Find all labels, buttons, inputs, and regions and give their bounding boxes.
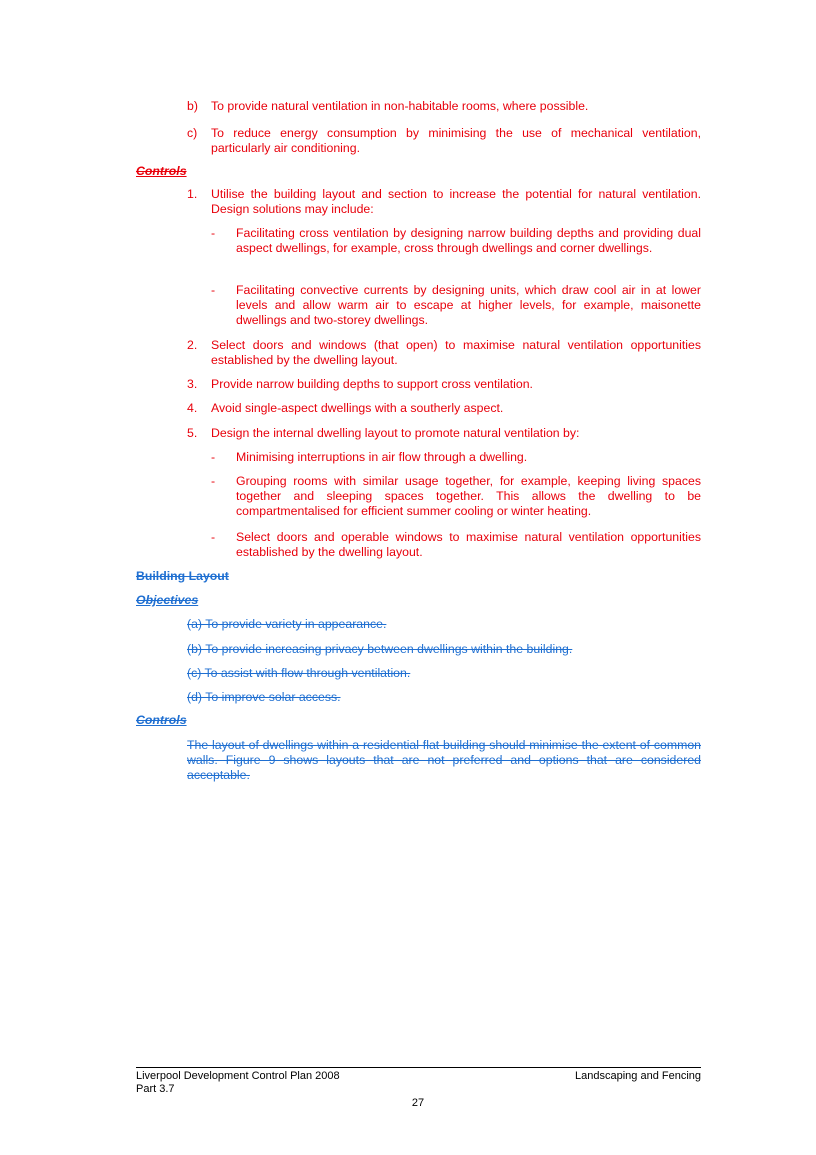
controls-heading: Controls <box>136 164 187 178</box>
list-item-text: To reduce energy consumption by minimising the use of mechanical ventilation, particularly air conditioning. <box>211 126 701 155</box>
list-item-text: To provide natural ventilation in non-habitable rooms, where possible. <box>211 99 589 113</box>
list-item-text: Utilise the building layout and section to increase the potential for natural ventilation. Design solutions may include: <box>211 187 701 216</box>
list-marker: 1. <box>187 187 198 201</box>
list-item-text: Facilitating convective currents by designing units, which draw cool air in at lower levels and allow warm air to escape at higher levels, for example, maisonette dwellings and two-storey dwellings. <box>236 283 701 327</box>
objective-item: (a) To provide variety in appearance. <box>187 617 387 631</box>
list-marker: - <box>211 530 216 544</box>
footer-rule <box>136 1067 701 1068</box>
list-item-text: Facilitating cross ventilation by designing narrow building depths and providing dual aspect dwellings, for example, cross through dwellings and corner dwellings. <box>236 226 701 255</box>
list-item-text: Select doors and operable windows to maximise natural ventilation opportunities established by the dwelling layout. <box>236 530 701 559</box>
objective-item: (c) To assist with flow through ventilation. <box>187 666 411 680</box>
list-marker: - <box>211 283 216 297</box>
footer-document-title: Liverpool Development Control Plan 2008 <box>136 1070 340 1082</box>
list-marker: 2. <box>187 338 198 352</box>
list-marker: 4. <box>187 401 198 415</box>
list-item-text: Select doors and windows (that open) to maximise natural ventilation opportunities established by the dwelling layout. <box>211 338 701 367</box>
controls-paragraph: The layout of dwellings within a residential flat building should minimise the extent of common walls. Figure 9 shows layouts that are not preferred and options that are considered acceptable. <box>187 738 701 782</box>
list-item-text: Avoid single-aspect dwellings with a southerly aspect. <box>211 401 504 415</box>
list-item-text: Design the internal dwelling layout to promote natural ventilation by: <box>211 426 580 440</box>
list-marker: - <box>211 450 216 464</box>
list-item-text: Minimising interruptions in air flow through a dwelling. <box>236 450 528 464</box>
list-item-text: Provide narrow building depths to support cross ventilation. <box>211 377 533 391</box>
list-marker: c) <box>187 126 198 140</box>
objective-item: (b) To provide increasing privacy between dwellings within the building. <box>187 642 573 656</box>
objectives-heading: Objectives <box>136 593 199 607</box>
list-marker: - <box>211 474 216 488</box>
list-marker: b) <box>187 99 198 113</box>
footer-part: Part 3.7 <box>136 1083 175 1095</box>
page-number: 27 <box>411 1097 425 1109</box>
list-marker: 5. <box>187 426 198 440</box>
objective-item: (d) To improve solar access. <box>187 690 341 704</box>
list-marker: - <box>211 226 216 240</box>
list-marker: 3. <box>187 377 198 391</box>
footer-section-name: Landscaping and Fencing <box>575 1070 701 1082</box>
section-title: Building Layout <box>136 569 229 583</box>
list-item-text: Grouping rooms with similar usage together, for example, keeping living spaces together and sleeping spaces together. This allows the dwelling to be compartmentalised for efficient summer cooling or winter heating. <box>236 474 701 518</box>
controls-heading: Controls <box>136 713 187 727</box>
